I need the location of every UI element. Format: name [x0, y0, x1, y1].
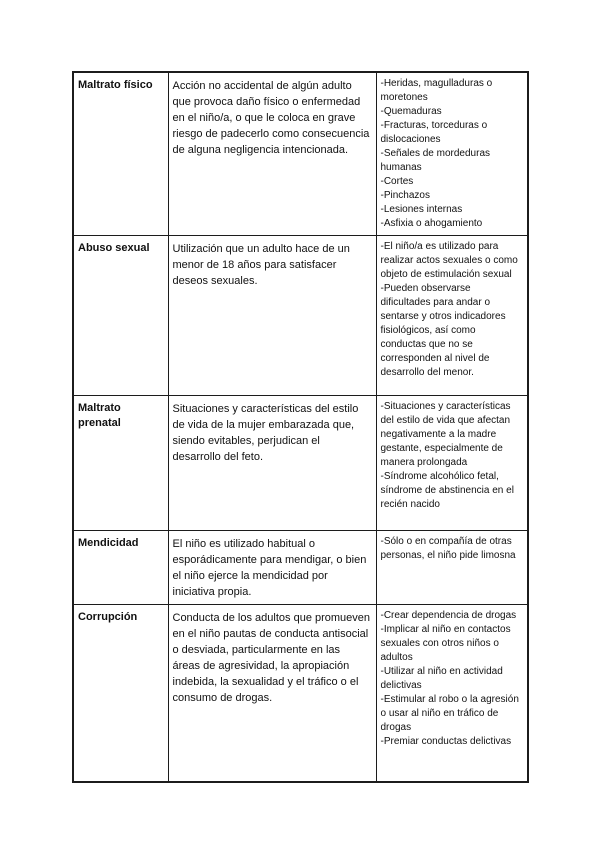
indicator-item: -Utilizar al niño en actividad delictivas [380, 666, 503, 691]
indicator-item: -Quemaduras [380, 106, 442, 117]
cell-definition: Acción no accidental de algún adulto que provoca daño físico o enfermedad en el niño/a, o que le coloca en grave riesgo de padecerlo como consecuencia de alguna negligencia intencionada. [168, 72, 376, 236]
table-row-abuso-sexual [73, 236, 528, 396]
indicator-item: -Crear dependencia de drogas [380, 610, 517, 621]
table-row-mendicidad [73, 531, 528, 605]
indicator-item: -Asfixia o ahogamiento [380, 218, 483, 229]
table-row-corrupcion [73, 605, 528, 782]
indicator-item: -Pueden observarse dificultades para andar o sentarse y otros indicadores fisiológicos, así como conductas que no se corresponden al nivel de desarrollo del menor. [380, 283, 506, 378]
indicator-item: -Implicar al niño en contactos sexuales con otros niños o adultos [380, 624, 511, 663]
cell-indicators [376, 605, 528, 782]
indicator-item: -Situaciones y características del estilo de vida que afectan negativamente a la madre gestante, especialmente de manera prolongada [380, 401, 511, 468]
indicator-item: -Fracturas, torceduras o dislocaciones [380, 120, 488, 145]
cell-abuse-type: Maltrato prenatal [73, 396, 168, 531]
cell-definition: El niño es utilizado habitual o esporádicamente para mendigar, o bien el niño ejerce la mendicidad por iniciativa propia. [168, 531, 376, 605]
cell-abuse-type: Abuso sexual [73, 236, 168, 396]
cell-indicators [376, 236, 528, 396]
cell-definition: Conducta de los adultos que promueven en el niño pautas de conducta antisocial o desviada, particularmente en las áreas de agresividad, la apropiación indebida, la sexualidad y el tráfico o el consumo de drogas. [168, 605, 376, 782]
indicator-item: -Premiar conductas delictivas [380, 736, 512, 747]
cell-abuse-type: Maltrato físico [73, 72, 168, 236]
indicator-item: -Lesiones internas [380, 204, 463, 215]
cell-indicators [376, 72, 528, 236]
cell-definition: Utilización que un adulto hace de un menor de 18 años para satisfacer deseos sexuales. [168, 236, 376, 396]
maltrato-types-table [72, 71, 529, 783]
indicator-item: -Pinchazos [380, 190, 430, 201]
indicator-item: -Señales de mordeduras humanas [380, 148, 491, 173]
table-row-maltrato-prenatal [73, 396, 528, 531]
cell-definition: Situaciones y características del estilo de vida de la mujer embarazada que, siendo evitables, perjudican el desarrollo del feto. [168, 396, 376, 531]
cell-indicators [376, 396, 528, 531]
cell-abuse-type: Corrupción [73, 605, 168, 782]
indicator-item: -Cortes [380, 176, 414, 187]
indicator-item: -El niño/a es utilizado para realizar actos sexuales o como objeto de estimulación sexual [380, 241, 518, 280]
indicator-item: -Heridas, magulladuras o moretones [380, 78, 493, 103]
indicator-item: -Síndrome alcohólico fetal, síndrome de abstinencia en el recién nacido [380, 471, 514, 510]
table-row-maltrato-fisico [73, 72, 528, 236]
indicator-item: -Estimular al robo o la agresión o usar al niño en tráfico de drogas [380, 694, 519, 733]
indicator-item: -Sólo o en compañía de otras personas, el niño pide limosna [380, 536, 516, 561]
cell-indicators [376, 531, 528, 605]
cell-abuse-type: Mendicidad [73, 531, 168, 605]
